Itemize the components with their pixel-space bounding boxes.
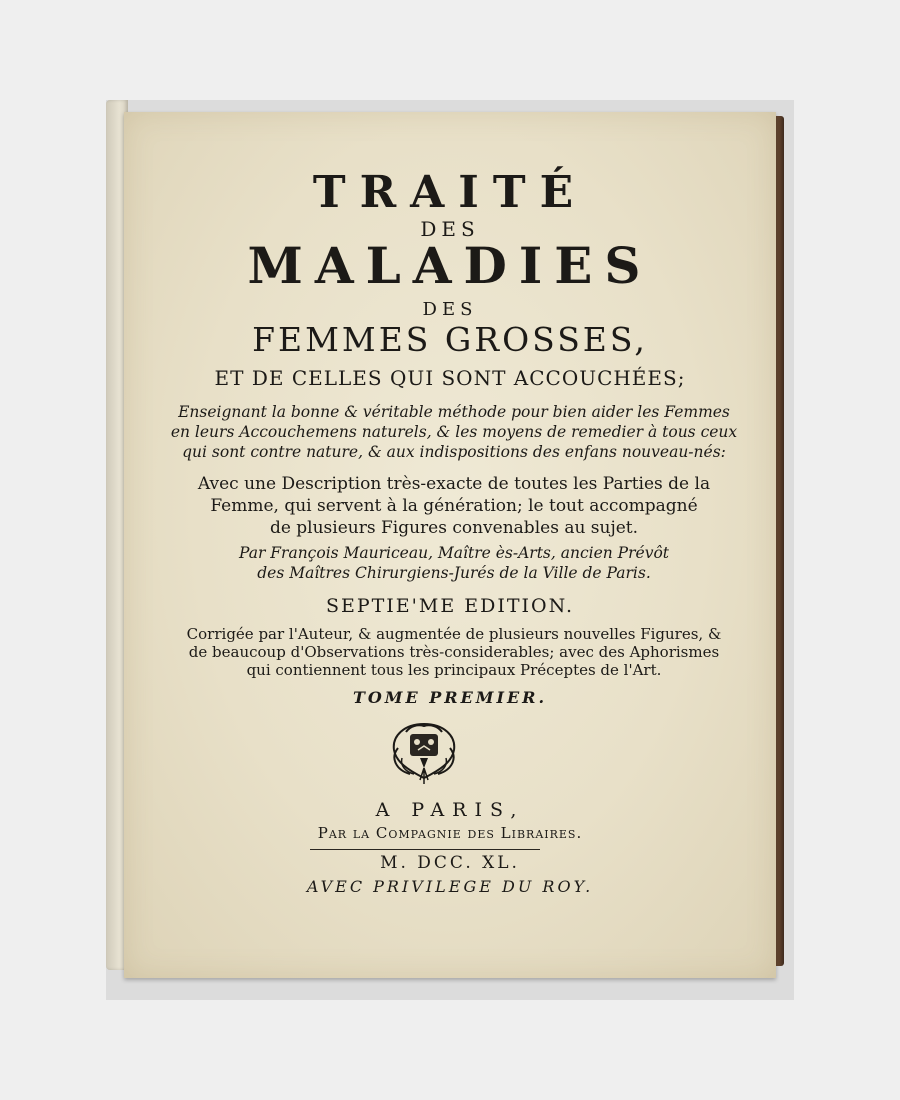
author-line-2: des Maîtres Chirurgiens-Jurés de la Ville de Paris. — [257, 564, 651, 582]
enseignant-line: qui sont contre nature, & aux indispositions des enfans nouveau-nés: — [182, 443, 726, 461]
edition-statement: SEPTIE'ME EDITION. — [325, 595, 575, 617]
imprint-rule — [310, 849, 540, 850]
book-title: TRAITÉ — [312, 167, 588, 218]
enseignant-line: Enseignant la bonne & véritable méthode pour bien aider les Femmes — [178, 403, 730, 421]
volume-label: TOME PREMIER. — [352, 688, 548, 707]
corrigee-line: de beaucoup d'Observations très-considerables; avec des Aphorismes — [188, 643, 720, 661]
author-line-1: Par François Mauriceau, Maître ès-Arts, ancien Prévôt — [238, 544, 670, 562]
enseignant-line: en leurs Accouchemens naturels, & les moyens de remedier à tous ceux — [170, 423, 738, 441]
imprint-publisher: Par la Compagnie des Libraires. — [317, 824, 583, 842]
edition-description — [164, 625, 744, 679]
imprint-year: M. DCC. XL. — [380, 853, 520, 873]
description-enseignant — [164, 402, 744, 462]
avec-line: Avec une Description très-exacte de toutes les Parties de la — [197, 474, 711, 494]
title-des-2: DES — [422, 299, 478, 320]
corrigee-line: qui contiennent tous les principaux Préceptes de l'Art. — [246, 661, 662, 679]
description-avec — [164, 473, 744, 539]
title-des-1: DES — [420, 217, 480, 241]
royal-privilege: AVEC PRIVILEGE DU ROY. — [306, 877, 594, 896]
author-line — [164, 543, 744, 583]
avec-line: Femme, qui servent à la génération; le tout accompagné — [210, 496, 698, 516]
avec-line: de plusieurs Figures convenables au sujet. — [269, 518, 639, 538]
corrigee-line: Corrigée par l'Auteur, & augmentée de plusieurs nouvelles Figures, & — [186, 625, 722, 643]
printers-device-ornament-icon — [384, 718, 464, 788]
title-maladies: MALADIES — [247, 236, 653, 295]
title-page — [124, 112, 776, 978]
title-femmes: FEMMES GROSSES, — [252, 320, 648, 359]
imprint-place: A PARIS, — [375, 799, 525, 821]
subtitle-celles: ET DE CELLES QUI SONT ACCOUCHÉES; — [214, 366, 686, 390]
